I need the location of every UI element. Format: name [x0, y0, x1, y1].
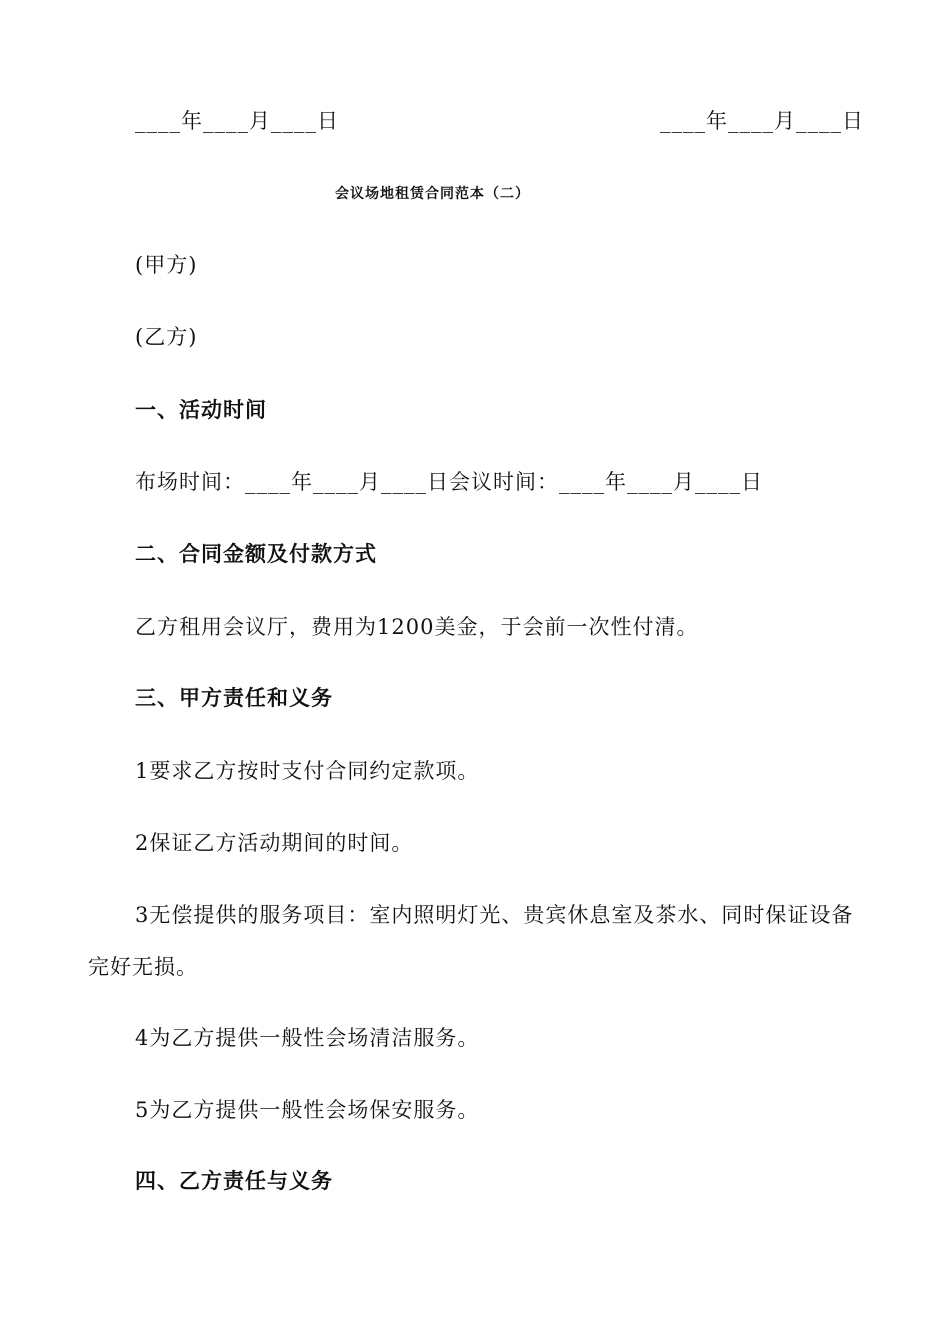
- section-1-heading: 一、活动时间: [135, 398, 267, 422]
- section-3-item-4: 4为乙方提供一般性会场清洁服务。: [135, 1026, 480, 1050]
- party-b-label: (乙方): [135, 325, 198, 349]
- date-line-right: ____年____月____日: [660, 109, 864, 133]
- section-3-item-3-line-1: 3无偿提供的服务项目：室内照明灯光、贵宾休息室及茶水、同时保证设备: [135, 903, 854, 927]
- party-a-label: (甲方): [135, 253, 198, 277]
- section-2-heading: 二、合同金额及付款方式: [135, 542, 377, 566]
- section-4-heading: 四、乙方责任与义务: [135, 1169, 333, 1193]
- section-2-payment-line: 乙方租用会议厅，费用为1200美金，于会前一次性付清。: [135, 615, 699, 639]
- section-3-item-2: 2保证乙方活动期间的时间。: [135, 831, 414, 855]
- section-3-item-3-line-2: 完好无损。: [88, 955, 198, 979]
- date-line-left: ____年____月____日: [135, 109, 339, 133]
- document-title: 会议场地租赁合同范本（二）: [335, 186, 530, 202]
- section-3-heading: 三、甲方责任和义务: [135, 686, 333, 710]
- section-3-item-1: 1要求乙方按时支付合同约定款项。: [135, 759, 480, 783]
- section-1-time-line: 布场时间：____年____月____日会议时间：____年____月____日: [135, 470, 763, 494]
- section-3-item-5: 5为乙方提供一般性会场保安服务。: [135, 1098, 480, 1122]
